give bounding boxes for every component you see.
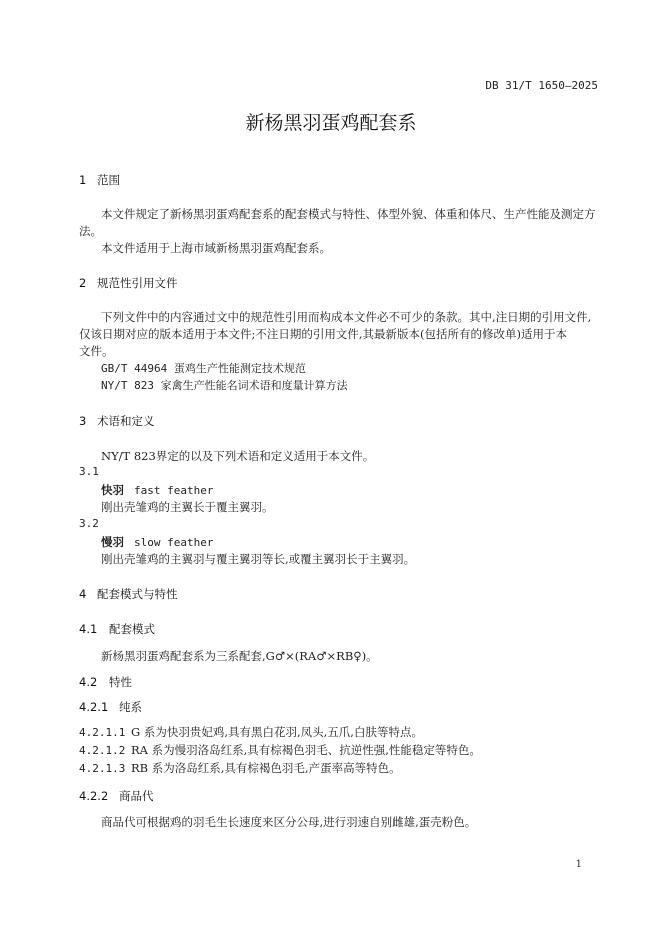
term-2-chinese: 慢羽 <box>101 535 124 549</box>
clause-number: 4.2.1.1 <box>79 726 126 739</box>
section-title: 配套模式 <box>109 622 155 636</box>
term-2-english: slow feather <box>134 536 214 549</box>
section-number: 4.2 <box>79 675 98 689</box>
term-1-definition: 刚出壳雏鸡的主翼长于覆主翼羽。 <box>101 500 274 514</box>
clause-text: RA 系为慢羽洛岛红系,具有棕褐色羽毛、抗逆性强,性能稳定等特色。 <box>131 743 481 757</box>
normative-reference-2: NY/T 823 家禽生产性能名词术语和度量计算方法 <box>101 379 348 392</box>
normative-reference-1: GB/T 44964 蛋鸡生产性能测定技术规范 <box>101 362 306 375</box>
section-1-paragraph-1-cont: 法。 <box>79 224 102 238</box>
section-number: 1 <box>79 173 87 187</box>
section-title: 术语和定义 <box>97 414 155 428</box>
section-title: 规范性引用文件 <box>97 276 178 290</box>
term-2 <box>101 534 213 550</box>
term-2-definition: 刚出壳雏鸡的主翼羽与覆主翼羽等长,或覆主翼羽长于主翼羽。 <box>101 552 416 566</box>
section-title: 商品代 <box>119 789 154 803</box>
section-title: 范围 <box>97 173 120 187</box>
document-title: 新杨黑羽蛋鸡配套系 <box>245 112 417 134</box>
section-4-1-heading <box>79 621 155 637</box>
page-number: 1 <box>575 859 582 870</box>
clause-number: 4.2.1.3 <box>79 762 126 775</box>
section-number: 4.2.2 <box>79 789 109 803</box>
section-number: 2 <box>79 276 87 290</box>
section-3-heading <box>79 413 155 429</box>
term-1-english: fast feather <box>134 484 214 497</box>
section-2-paragraph-1-cont2: 文件。 <box>79 344 114 358</box>
section-title: 特性 <box>109 675 132 689</box>
section-4-2-1-heading <box>79 699 142 715</box>
section-number: 4.2.1 <box>79 700 109 714</box>
section-number: 4.1 <box>79 622 98 636</box>
section-4-2-2-text: 商品代可根据鸡的羽毛生长速度来区分公母,进行羽速自别雌雄,蛋壳粉色。 <box>101 815 477 829</box>
section-1-paragraph-2: 本文件适用于上海市域新杨黑羽蛋鸡配套系。 <box>101 241 331 255</box>
section-2-paragraph-1: 下列文件中的内容通过文中的规范性引用而构成本文件必不可少的条款。其中,注日期的引用文件, <box>101 310 592 324</box>
clause-text: RB 系为洛岛红系,具有棕褐色羽毛,产蛋率高等特色。 <box>131 761 401 775</box>
section-4-1-text: 新杨黑羽蛋鸡配套系为三系配套,G♂×(RA♂×RB♀)。 <box>101 649 378 663</box>
section-number: 3 <box>79 414 87 428</box>
term-2-number: 3.2 <box>79 517 99 530</box>
section-1-heading <box>79 172 120 188</box>
terms-intro: NY/T 823界定的以及下列术语和定义适用于本文件。 <box>101 449 375 463</box>
clause-4-2-1-1 <box>79 724 423 740</box>
standard-code: DB 31/T 1650—2025 <box>485 79 598 92</box>
section-4-2-heading <box>79 674 132 690</box>
term-1 <box>101 482 213 498</box>
term-1-number: 3.1 <box>79 465 99 478</box>
clause-number: 4.2.1.2 <box>79 744 126 757</box>
section-title: 纯系 <box>119 700 142 714</box>
clause-text: G 系为快羽贵妃鸡,具有黑白花羽,凤头,五爪,白肤等特点。 <box>131 725 423 739</box>
section-4-2-2-heading <box>79 788 154 804</box>
term-1-chinese: 快羽 <box>101 483 124 497</box>
section-2-heading <box>79 275 178 291</box>
section-4-heading <box>79 586 178 602</box>
section-1-paragraph-1: 本文件规定了新杨黑羽蛋鸡配套系的配套模式与特性、体型外貌、体重和体尺、生产性能及测定方 <box>101 207 596 221</box>
section-number: 4 <box>79 587 87 601</box>
clause-4-2-1-3 <box>79 760 401 776</box>
clause-4-2-1-2 <box>79 742 481 758</box>
section-2-paragraph-1-cont: 仅该日期对应的版本适用于本文件;不注日期的引用文件,其最新版本(包括所有的修改单)适用于本 <box>79 327 567 341</box>
section-title: 配套模式与特性 <box>97 587 178 601</box>
